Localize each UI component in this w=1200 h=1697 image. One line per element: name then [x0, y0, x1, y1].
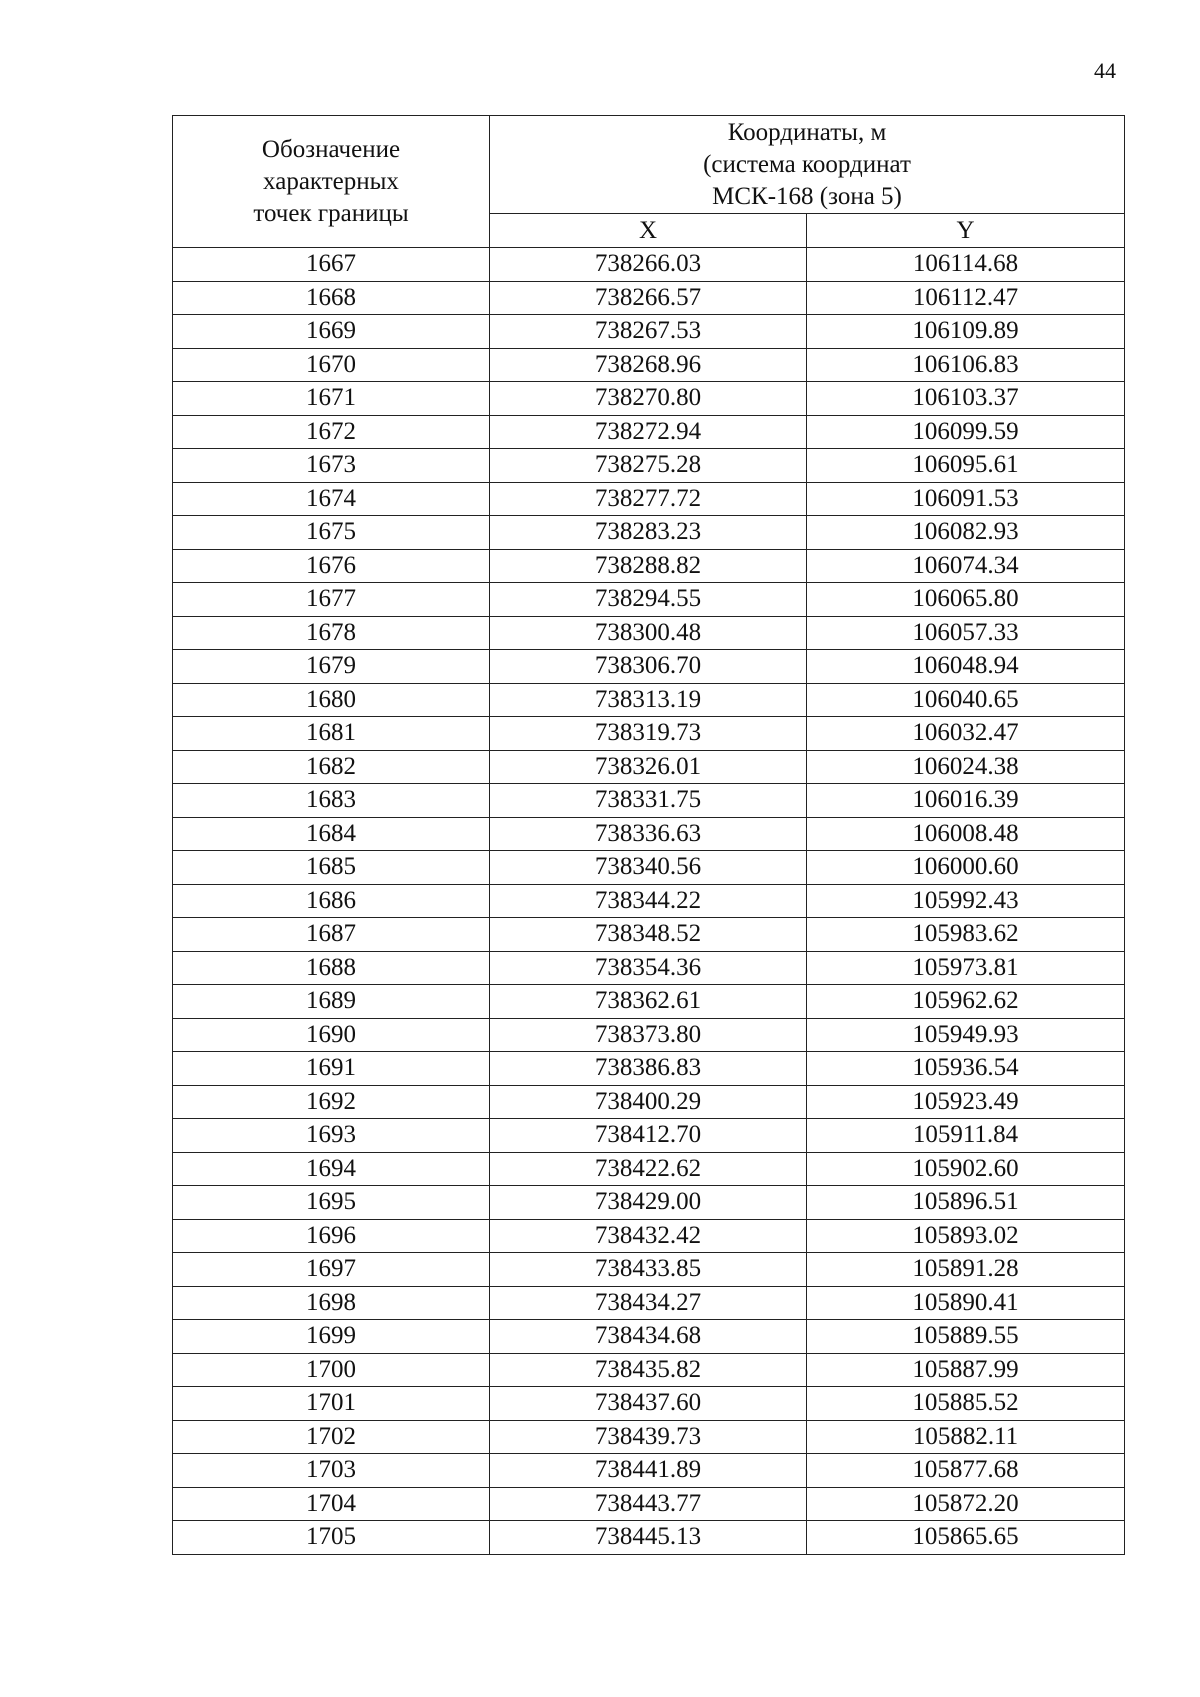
cell-x: 738344.22 [490, 884, 807, 918]
cell-y: 105902.60 [807, 1152, 1125, 1186]
cell-y: 106109.89 [807, 315, 1125, 349]
cell-point: 1668 [173, 281, 490, 315]
cell-point: 1691 [173, 1052, 490, 1086]
cell-y: 106057.33 [807, 616, 1125, 650]
header-coordinates-line: (система координат [703, 150, 911, 178]
cell-x: 738441.89 [490, 1454, 807, 1488]
cell-point: 1689 [173, 985, 490, 1019]
header-coordinates-line: Координаты, м [727, 118, 887, 146]
cell-x: 738275.28 [490, 449, 807, 483]
table-row [173, 382, 1125, 416]
cell-y: 106032.47 [807, 717, 1125, 751]
cell-point: 1677 [173, 583, 490, 617]
header-point-designation [173, 116, 490, 248]
header-y: Y [807, 214, 1125, 248]
cell-point: 1698 [173, 1286, 490, 1320]
cell-x: 738267.53 [490, 315, 807, 349]
table-row [173, 415, 1125, 449]
cell-x: 738433.85 [490, 1253, 807, 1287]
table-row [173, 1521, 1125, 1555]
cell-point: 1681 [173, 717, 490, 751]
coordinates-table [172, 115, 1125, 1555]
cell-point: 1671 [173, 382, 490, 416]
table-body [173, 248, 1125, 1555]
cell-x: 738340.56 [490, 851, 807, 885]
header-point-line: характерных [263, 167, 399, 195]
table-row [173, 1253, 1125, 1287]
cell-x: 738306.70 [490, 650, 807, 684]
cell-y: 105896.51 [807, 1186, 1125, 1220]
cell-point: 1703 [173, 1454, 490, 1488]
cell-x: 738331.75 [490, 784, 807, 818]
table-row [173, 1487, 1125, 1521]
header-point-line: Обозначение [261, 135, 401, 163]
cell-y: 105911.84 [807, 1119, 1125, 1153]
cell-x: 738294.55 [490, 583, 807, 617]
cell-x: 738272.94 [490, 415, 807, 449]
table-row [173, 918, 1125, 952]
table-row [173, 817, 1125, 851]
cell-point: 1673 [173, 449, 490, 483]
table-row [173, 650, 1125, 684]
cell-x: 738266.57 [490, 281, 807, 315]
cell-point: 1690 [173, 1018, 490, 1052]
cell-x: 738432.42 [490, 1219, 807, 1253]
table-row [173, 717, 1125, 751]
cell-point: 1674 [173, 482, 490, 516]
cell-y: 106016.39 [807, 784, 1125, 818]
table-row [173, 549, 1125, 583]
cell-y: 105891.28 [807, 1253, 1125, 1287]
cell-y: 106114.68 [807, 248, 1125, 282]
table-row [173, 1119, 1125, 1153]
table-row [173, 1320, 1125, 1354]
cell-y: 106099.59 [807, 415, 1125, 449]
cell-point: 1699 [173, 1320, 490, 1354]
cell-x: 738313.19 [490, 683, 807, 717]
cell-y: 105877.68 [807, 1454, 1125, 1488]
cell-x: 738300.48 [490, 616, 807, 650]
cell-x: 738386.83 [490, 1052, 807, 1086]
cell-x: 738373.80 [490, 1018, 807, 1052]
cell-point: 1705 [173, 1521, 490, 1555]
table-header [173, 116, 1125, 248]
cell-point: 1692 [173, 1085, 490, 1119]
cell-point: 1670 [173, 348, 490, 382]
table-row [173, 1052, 1125, 1086]
cell-x: 738354.36 [490, 951, 807, 985]
table-row [173, 482, 1125, 516]
table-row [173, 1353, 1125, 1387]
cell-y: 105885.52 [807, 1387, 1125, 1421]
cell-x: 738348.52 [490, 918, 807, 952]
cell-point: 1687 [173, 918, 490, 952]
cell-x: 738336.63 [490, 817, 807, 851]
cell-y: 106106.83 [807, 348, 1125, 382]
table-row [173, 315, 1125, 349]
cell-x: 738439.73 [490, 1420, 807, 1454]
header-point-line: точек границы [253, 199, 409, 227]
table-row [173, 281, 1125, 315]
cell-y: 105865.65 [807, 1521, 1125, 1555]
table-row [173, 1454, 1125, 1488]
cell-x: 738266.03 [490, 248, 807, 282]
cell-point: 1695 [173, 1186, 490, 1220]
cell-point: 1694 [173, 1152, 490, 1186]
cell-x: 738319.73 [490, 717, 807, 751]
cell-point: 1704 [173, 1487, 490, 1521]
cell-point: 1702 [173, 1420, 490, 1454]
cell-y: 105887.99 [807, 1353, 1125, 1387]
cell-point: 1697 [173, 1253, 490, 1287]
cell-point: 1667 [173, 248, 490, 282]
cell-point: 1688 [173, 951, 490, 985]
cell-x: 738283.23 [490, 516, 807, 550]
cell-y: 105882.11 [807, 1420, 1125, 1454]
cell-x: 738288.82 [490, 549, 807, 583]
page-number: 44 [1094, 58, 1116, 83]
table-row [173, 1152, 1125, 1186]
cell-y: 105893.02 [807, 1219, 1125, 1253]
cell-point: 1682 [173, 750, 490, 784]
cell-y: 106065.80 [807, 583, 1125, 617]
cell-x: 738326.01 [490, 750, 807, 784]
cell-y: 106040.65 [807, 683, 1125, 717]
cell-y: 106074.34 [807, 549, 1125, 583]
cell-x: 738422.62 [490, 1152, 807, 1186]
table-row [173, 616, 1125, 650]
cell-x: 738277.72 [490, 482, 807, 516]
cell-point: 1678 [173, 616, 490, 650]
cell-x: 738437.60 [490, 1387, 807, 1421]
cell-y: 106024.38 [807, 750, 1125, 784]
cell-point: 1669 [173, 315, 490, 349]
cell-y: 106048.94 [807, 650, 1125, 684]
cell-y: 106091.53 [807, 482, 1125, 516]
cell-point: 1700 [173, 1353, 490, 1387]
cell-y: 106112.47 [807, 281, 1125, 315]
cell-y: 105889.55 [807, 1320, 1125, 1354]
cell-point: 1701 [173, 1387, 490, 1421]
cell-x: 738400.29 [490, 1085, 807, 1119]
cell-y: 106008.48 [807, 817, 1125, 851]
header-coordinates [490, 116, 1125, 214]
cell-y: 105983.62 [807, 918, 1125, 952]
table-row [173, 1085, 1125, 1119]
cell-point: 1680 [173, 683, 490, 717]
table-row [173, 851, 1125, 885]
table-row [173, 1286, 1125, 1320]
cell-y: 105936.54 [807, 1052, 1125, 1086]
cell-y: 106082.93 [807, 516, 1125, 550]
cell-y: 105890.41 [807, 1286, 1125, 1320]
header-x: X [490, 214, 807, 248]
cell-x: 738270.80 [490, 382, 807, 416]
table-row [173, 348, 1125, 382]
cell-point: 1676 [173, 549, 490, 583]
cell-x: 738443.77 [490, 1487, 807, 1521]
cell-y: 105949.93 [807, 1018, 1125, 1052]
cell-x: 738429.00 [490, 1186, 807, 1220]
cell-y: 105973.81 [807, 951, 1125, 985]
cell-y: 106103.37 [807, 382, 1125, 416]
cell-y: 106000.60 [807, 851, 1125, 885]
cell-x: 738412.70 [490, 1119, 807, 1153]
cell-x: 738362.61 [490, 985, 807, 1019]
cell-x: 738434.68 [490, 1320, 807, 1354]
table-row [173, 516, 1125, 550]
table-row [173, 1420, 1125, 1454]
cell-point: 1696 [173, 1219, 490, 1253]
cell-point: 1683 [173, 784, 490, 818]
cell-y: 105992.43 [807, 884, 1125, 918]
cell-point: 1685 [173, 851, 490, 885]
cell-point: 1675 [173, 516, 490, 550]
cell-x: 738435.82 [490, 1353, 807, 1387]
cell-x: 738268.96 [490, 348, 807, 382]
cell-x: 738445.13 [490, 1521, 807, 1555]
table-row [173, 248, 1125, 282]
cell-point: 1684 [173, 817, 490, 851]
table-row [173, 1018, 1125, 1052]
table-row [173, 784, 1125, 818]
table-row [173, 884, 1125, 918]
header-coordinates-line: МСК-168 (зона 5) [712, 182, 902, 210]
cell-y: 105923.49 [807, 1085, 1125, 1119]
cell-point: 1693 [173, 1119, 490, 1153]
table-row [173, 1186, 1125, 1220]
table-row [173, 583, 1125, 617]
cell-x: 738434.27 [490, 1286, 807, 1320]
cell-point: 1679 [173, 650, 490, 684]
cell-point: 1686 [173, 884, 490, 918]
cell-y: 105872.20 [807, 1487, 1125, 1521]
table-row [173, 449, 1125, 483]
table-row [173, 985, 1125, 1019]
cell-y: 105962.62 [807, 985, 1125, 1019]
cell-point: 1672 [173, 415, 490, 449]
cell-y: 106095.61 [807, 449, 1125, 483]
table-row [173, 750, 1125, 784]
table-row [173, 1219, 1125, 1253]
table-row [173, 951, 1125, 985]
table-row [173, 683, 1125, 717]
table-row [173, 1387, 1125, 1421]
